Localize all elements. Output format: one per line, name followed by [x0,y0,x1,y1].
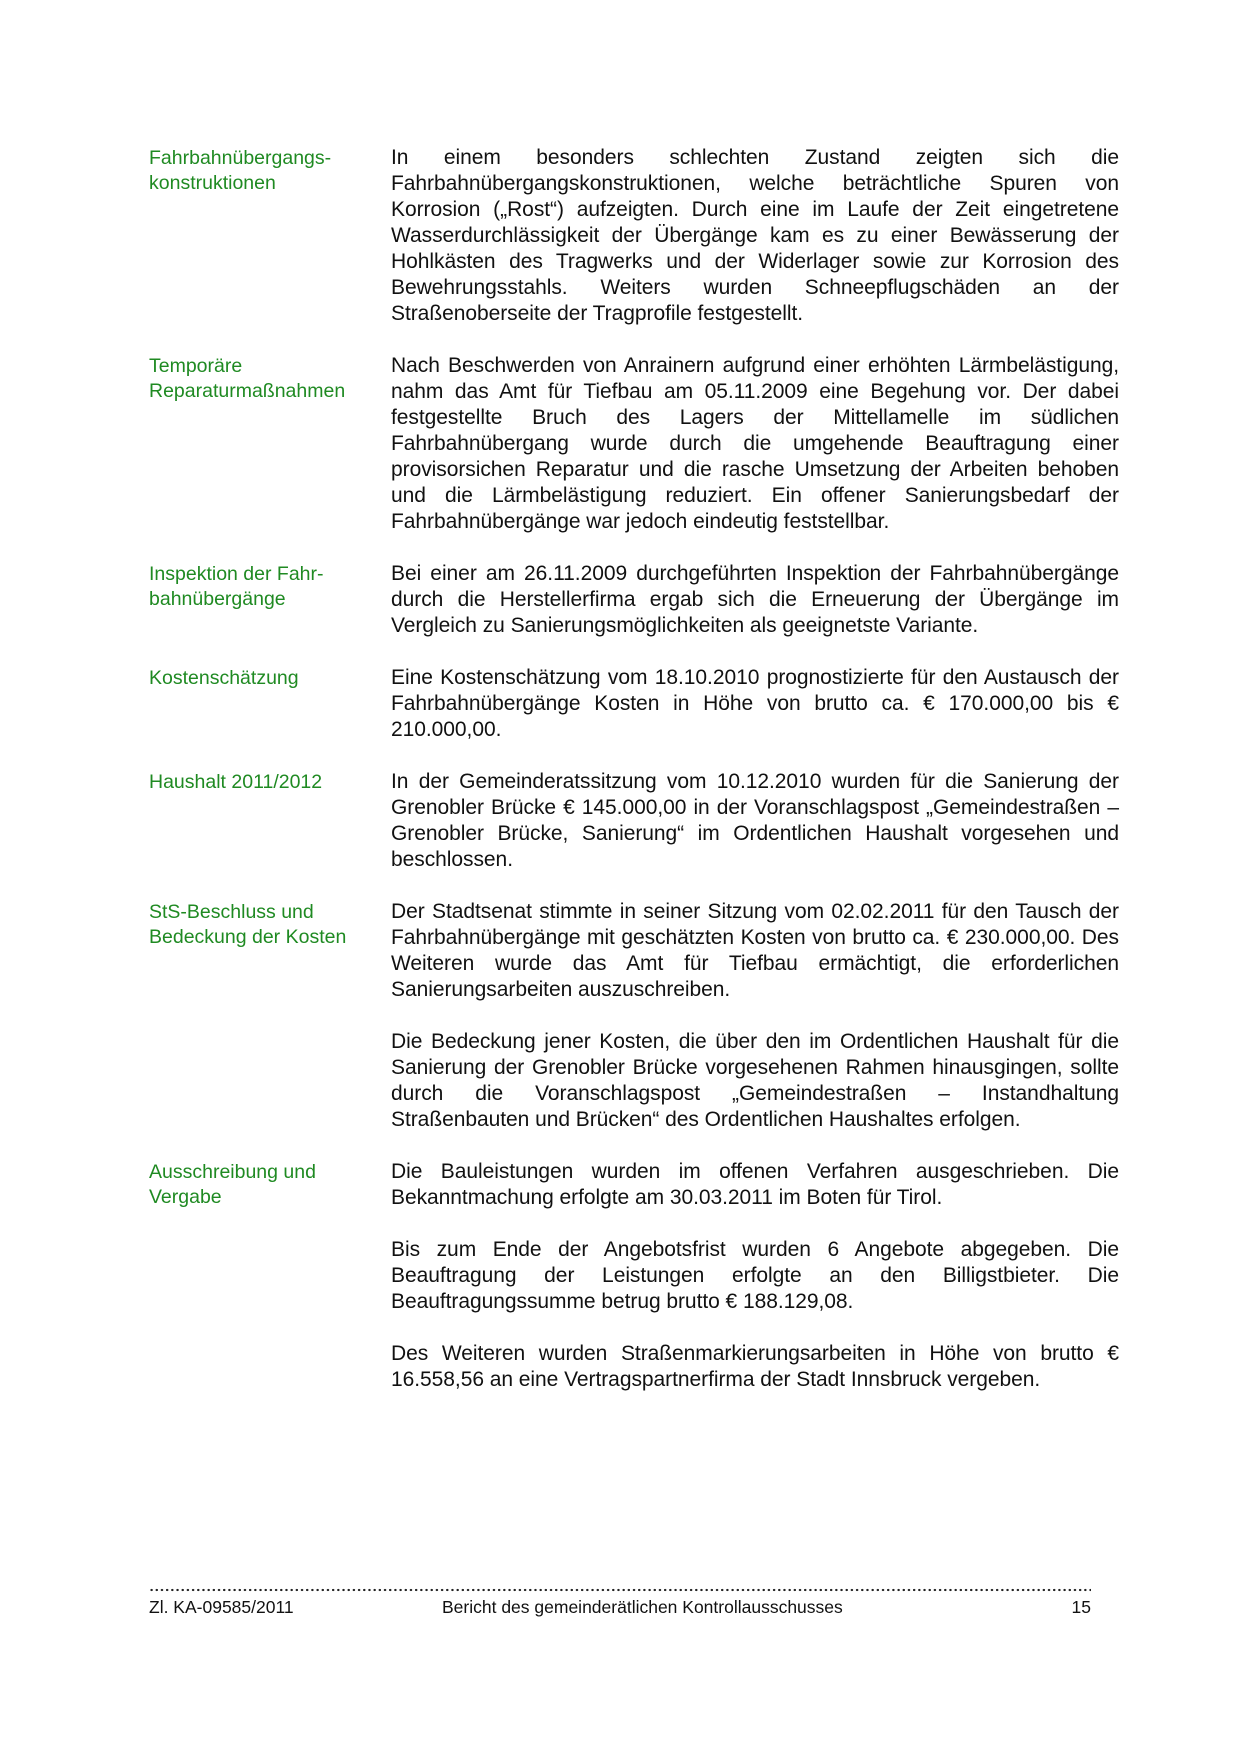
section-kostenschaetzung [149,665,1119,743]
paragraph: In der Gemeinderatssitzung vom 10.12.2010 wurden für die Sanierung der Grenobler Brücke € 145.000,00 in der Voranschlagspost „Gemeindestraßen – Grenobler Brücke, Sanierung“ im Ordentlichen Haushalt vorgesehen und beschlossen. [391,770,1119,871]
margin-heading-line: Temporäre [149,355,243,377]
margin-heading-line: Vergabe [149,1185,222,1208]
paragraph: Die Bedeckung jener Kosten, die über den im Ordentlichen Haushalt für die Sanierung der Grenobler Brücke vorgesehenen Rahmen hinausgingen, sollte durch die Voranschlagspost „Gemeindestraßen – Instandhaltung Straßenbauten und Brücken“ des Ordentlichen Haushaltes erfolgen. [391,1030,1119,1131]
section-inspektion [149,561,1119,639]
margin-heading-line: Inspektion der Fahr- [149,563,324,585]
margin-heading [149,1159,391,1393]
margin-heading-line: StS-Beschluss und [149,901,314,923]
paragraph: Der Stadtsenat stimmte in seiner Sitzung vom 02.02.2011 für den Tausch der Fahrbahnübergänge mit geschätzten Kosten von brutto ca. € 230.000,00. Des Weiteren wurde das Amt für Tiefbau ermächtigt, die erforderlichen Sanierungsarbeiten auszuschreiben. [391,900,1119,1001]
margin-heading [149,353,391,535]
footer-dotted-divider [149,1588,1091,1592]
margin-heading [149,561,391,639]
paragraph: In einem besonders schlechten Zustand zeigten sich die Fahrbahnübergangskonstruktionen, welche beträchtliche Spuren von Korrosion („Rost“) aufzeigten. Durch eine im Laufe der Zeit eingetretene Wasserdurchlässigkeit der Übergänge kam es zu einer Bewässerung der Hohlkästen des Tragwerks und der Widerlager sowie zur Korrosion des Bewehrungsstahls. Weiters wurden Schneepflugschäden an der Straßenoberseite der Tragprofile festgestellt. [391,146,1119,325]
margin-heading-line: konstruktionen [149,171,276,194]
section-temporaere-reparaturmassnahmen [149,353,1119,535]
margin-heading [149,145,391,327]
paragraph: Nach Beschwerden von Anrainern aufgrund einer erhöhten Lärmbelästigung, nahm das Amt für Tiefbau am 05.11.2009 eine Begehung vor. Der dabei festgestellte Bruch des Lagers der Mittellamelle im südlichen Fahrbahnübergang wurde durch die umgehende Beauftragung einer provisorsichen Reparatur und die rasche Umsetzung der Arbeiten behoben und die Lärmbelästigung reduziert. Ein offener Sanierungsbedarf der Fahrbahnübergänge war jedoch eindeutig feststellbar. [391,354,1119,533]
section-haushalt [149,769,1119,873]
paragraph: Bis zum Ende der Angebotsfrist wurden 6 Angebote abgegeben. Die Beauftragung der Leistungen erfolgte an den Billigstbieter. Die Beauftragungssumme betrug brutto € 188.129,08. [391,1238,1119,1313]
section-sts-beschluss [149,899,1119,1133]
document-reference: Zl. KA-09585/2011 [149,1597,294,1617]
margin-heading [149,665,391,743]
page-number: 15 [1071,1597,1091,1617]
section-fahrbahnuebergangskonstruktionen [149,145,1119,327]
paragraph: Eine Kostenschätzung vom 18.10.2010 prognostizierte für den Austausch der Fahrbahnübergänge Kosten in Höhe von brutto ca. € 170.000,00 bis € 210.000,00. [391,666,1119,741]
paragraph: Des Weiteren wurden Straßenmarkierungsarbeiten in Höhe von brutto € 16.558,56 an eine Vertragspartnerfirma der Stadt Innsbruck vergeben. [391,1342,1119,1391]
margin-heading [149,899,391,1133]
margin-heading-line: Bedeckung der Kosten [149,925,347,948]
paragraph: Die Bauleistungen wurden im offenen Verfahren ausgeschrieben. Die Bekanntmachung erfolgte am 30.03.2011 im Boten für Tirol. [391,1160,1119,1209]
paragraph: Bei einer am 26.11.2009 durchgeführten Inspektion der Fahrbahnübergänge durch die Herstellerfirma ergab sich die Erneuerung der Übergänge im Vergleich zu Sanierungsmöglichkeiten als geeignetste Variante. [391,562,1119,637]
report-title: Bericht des gemeinderätlichen Kontrollausschusses [442,1597,843,1617]
margin-heading-line: Ausschreibung und [149,1161,316,1183]
report-body [149,145,1119,1419]
margin-heading-line: Fahrbahnübergangs- [149,147,332,169]
margin-heading-line: bahnübergänge [149,587,286,610]
margin-heading-line: Kostenschätzung [149,667,299,689]
margin-heading-line: Reparaturmaßnahmen [149,379,346,402]
margin-heading [149,769,391,873]
section-ausschreibung-vergabe [149,1159,1119,1393]
margin-heading-line: Haushalt 2011/2012 [149,771,323,793]
